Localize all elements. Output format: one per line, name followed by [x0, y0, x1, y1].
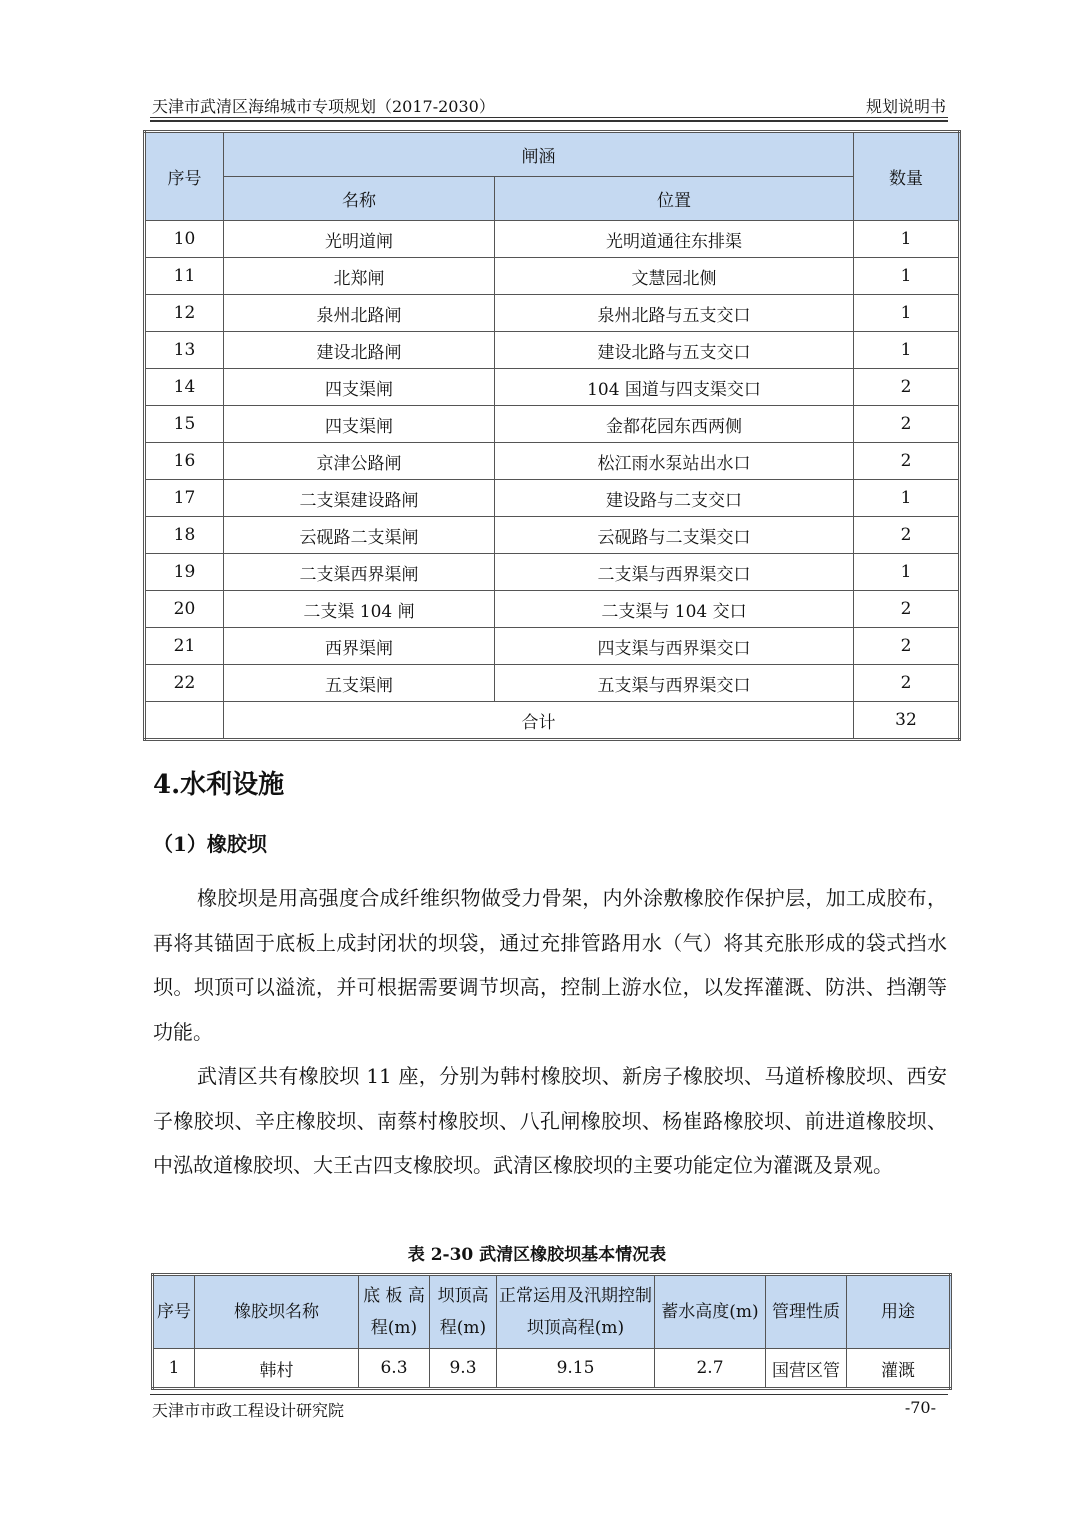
cell-qty: 2	[854, 406, 960, 443]
t2-cell-use: 灌溉	[847, 1349, 951, 1389]
t2-header-use: 用途	[847, 1275, 951, 1349]
paragraph-2: 武清区共有橡胶坝 11 座，分别为韩村橡胶坝、新房子橡胶坝、马道桥橡胶坝、西安子橡胶坝、辛庄橡胶坝、南蔡村橡胶坝、八孔闸橡胶坝、杨崔路橡胶坝、前进道橡胶坝、中泓故道橡胶坝、大王古四支橡胶坝。武清区橡胶坝的主要功能定位为灌溉及景观。	[153, 1064, 947, 1177]
table-row	[145, 443, 960, 480]
cell-qty: 2	[854, 443, 960, 480]
cell-qty: 1	[854, 554, 960, 591]
cell-seq: 17	[145, 480, 224, 517]
cell-seq: 18	[145, 517, 224, 554]
cell-seq: 21	[145, 628, 224, 665]
header-rule	[150, 117, 948, 118]
rubber-dam-table	[151, 1273, 952, 1390]
sluice-table	[143, 130, 961, 741]
cell-qty: 2	[854, 665, 960, 702]
t2-cell-mgmt: 国营区管	[766, 1349, 847, 1389]
t2-header-control: 正常运用及汛期控制坝顶高程(m)	[497, 1275, 655, 1349]
header-title: 天津市武清区海绵城市专项规划（2017-2030）	[152, 97, 495, 116]
table-row	[145, 258, 960, 295]
cell-location: 光明道通往东排渠	[495, 221, 854, 258]
cell-seq: 13	[145, 332, 224, 369]
cell-seq: 14	[145, 369, 224, 406]
col-header-location: 位置	[495, 177, 854, 221]
cell-qty: 1	[854, 480, 960, 517]
cell-location: 文慧园北侧	[495, 258, 854, 295]
cell-location: 松江雨水泵站出水口	[495, 443, 854, 480]
cell-qty: 2	[854, 591, 960, 628]
cell-location: 二支渠与西界渠交口	[495, 554, 854, 591]
table-row	[145, 406, 960, 443]
cell-qty: 1	[854, 332, 960, 369]
cell-qty: 1	[854, 295, 960, 332]
paragraph-1: 橡胶坝是用高强度合成纤维织物做受力骨架，内外涂敷橡胶作保护层，加工成胶布，再将其锚固于底板上成封闭状的坝袋，通过充排管路用水（气）将其充胀形成的袋式挡水坝。坝顶可以溢流，并可根据需要调节坝高，控制上游水位，以发挥灌溉、防洪、挡潮等功能。	[153, 886, 947, 1044]
col-header-qty: 数量	[854, 132, 960, 221]
cell-name: 二支渠建设路闸	[224, 480, 495, 517]
section-heading: 4.水利设施	[153, 770, 285, 800]
cell-location: 二支渠与 104 交口	[495, 591, 854, 628]
cell-location: 104 国道与四支渠交口	[495, 369, 854, 406]
table-row	[145, 480, 960, 517]
cell-name: 泉州北路闸	[224, 295, 495, 332]
t2-header-storage: 蓄水高度(m)	[655, 1275, 766, 1349]
table-row	[145, 628, 960, 665]
t2-cell-seq: 1	[153, 1349, 195, 1389]
cell-name: 建设北路闸	[224, 332, 495, 369]
cell-name: 云砚路二支渠闸	[224, 517, 495, 554]
total-empty-cell	[145, 702, 224, 740]
cell-seq: 16	[145, 443, 224, 480]
cell-location: 五支渠与西界渠交口	[495, 665, 854, 702]
cell-seq: 11	[145, 258, 224, 295]
cell-qty: 2	[854, 517, 960, 554]
sub-heading: （1）橡胶坝	[153, 832, 267, 856]
cell-name: 西界渠闸	[224, 628, 495, 665]
table-row	[145, 332, 960, 369]
table-total-row	[145, 702, 960, 740]
cell-location: 建设路与二支交口	[495, 480, 854, 517]
t2-header-mgmt: 管理性质	[766, 1275, 847, 1349]
col-header-seq: 序号	[145, 132, 224, 221]
footer-rule	[150, 1394, 948, 1395]
cell-location: 泉州北路与五支交口	[495, 295, 854, 332]
t2-header-crest: 坝顶高程(m)	[430, 1275, 497, 1349]
header-doc-type: 规划说明书	[865, 97, 946, 116]
cell-qty: 2	[854, 628, 960, 665]
cell-seq: 19	[145, 554, 224, 591]
t2-cell-crest: 9.3	[430, 1349, 497, 1389]
table-row	[145, 369, 960, 406]
header-rule-thick	[150, 120, 948, 122]
table-row	[145, 554, 960, 591]
table-row	[145, 665, 960, 702]
cell-name: 光明道闸	[224, 221, 495, 258]
t2-header-floor: 底 板 高程(m)	[359, 1275, 430, 1349]
t2-cell-storage: 2.7	[655, 1349, 766, 1389]
t2-header-seq: 序号	[153, 1275, 195, 1349]
table-row	[145, 221, 960, 258]
cell-name: 二支渠西界渠闸	[224, 554, 495, 591]
cell-location: 建设北路与五支交口	[495, 332, 854, 369]
table-row	[153, 1349, 951, 1389]
cell-qty: 2	[854, 369, 960, 406]
table-row	[145, 517, 960, 554]
cell-name: 四支渠闸	[224, 369, 495, 406]
t2-cell-control: 9.15	[497, 1349, 655, 1389]
page-number: -70-	[904, 1398, 936, 1417]
cell-seq: 12	[145, 295, 224, 332]
col-header-group: 闸涵	[224, 132, 854, 177]
cell-seq: 22	[145, 665, 224, 702]
cell-name: 四支渠闸	[224, 406, 495, 443]
cell-seq: 10	[145, 221, 224, 258]
table2-header-row	[153, 1275, 951, 1349]
cell-location: 金都花园东西两侧	[495, 406, 854, 443]
cell-name: 京津公路闸	[224, 443, 495, 480]
table-row	[145, 591, 960, 628]
cell-qty: 1	[854, 258, 960, 295]
t2-cell-floor: 6.3	[359, 1349, 430, 1389]
cell-name: 二支渠 104 闸	[224, 591, 495, 628]
t2-header-name: 橡胶坝名称	[195, 1275, 359, 1349]
footer-org: 天津市市政工程设计研究院	[152, 1401, 345, 1420]
cell-location: 云砚路与二支渠交口	[495, 517, 854, 554]
cell-name: 北郑闸	[224, 258, 495, 295]
total-value: 32	[854, 702, 960, 740]
t2-cell-name: 韩村	[195, 1349, 359, 1389]
cell-seq: 15	[145, 406, 224, 443]
cell-qty: 1	[854, 221, 960, 258]
cell-name: 五支渠闸	[224, 665, 495, 702]
table-caption: 表 2-30 武清区橡胶坝基本情况表	[407, 1245, 667, 1265]
col-header-name: 名称	[224, 177, 495, 221]
cell-location: 四支渠与西界渠交口	[495, 628, 854, 665]
total-label: 合计	[224, 702, 854, 740]
cell-seq: 20	[145, 591, 224, 628]
table-row	[145, 295, 960, 332]
